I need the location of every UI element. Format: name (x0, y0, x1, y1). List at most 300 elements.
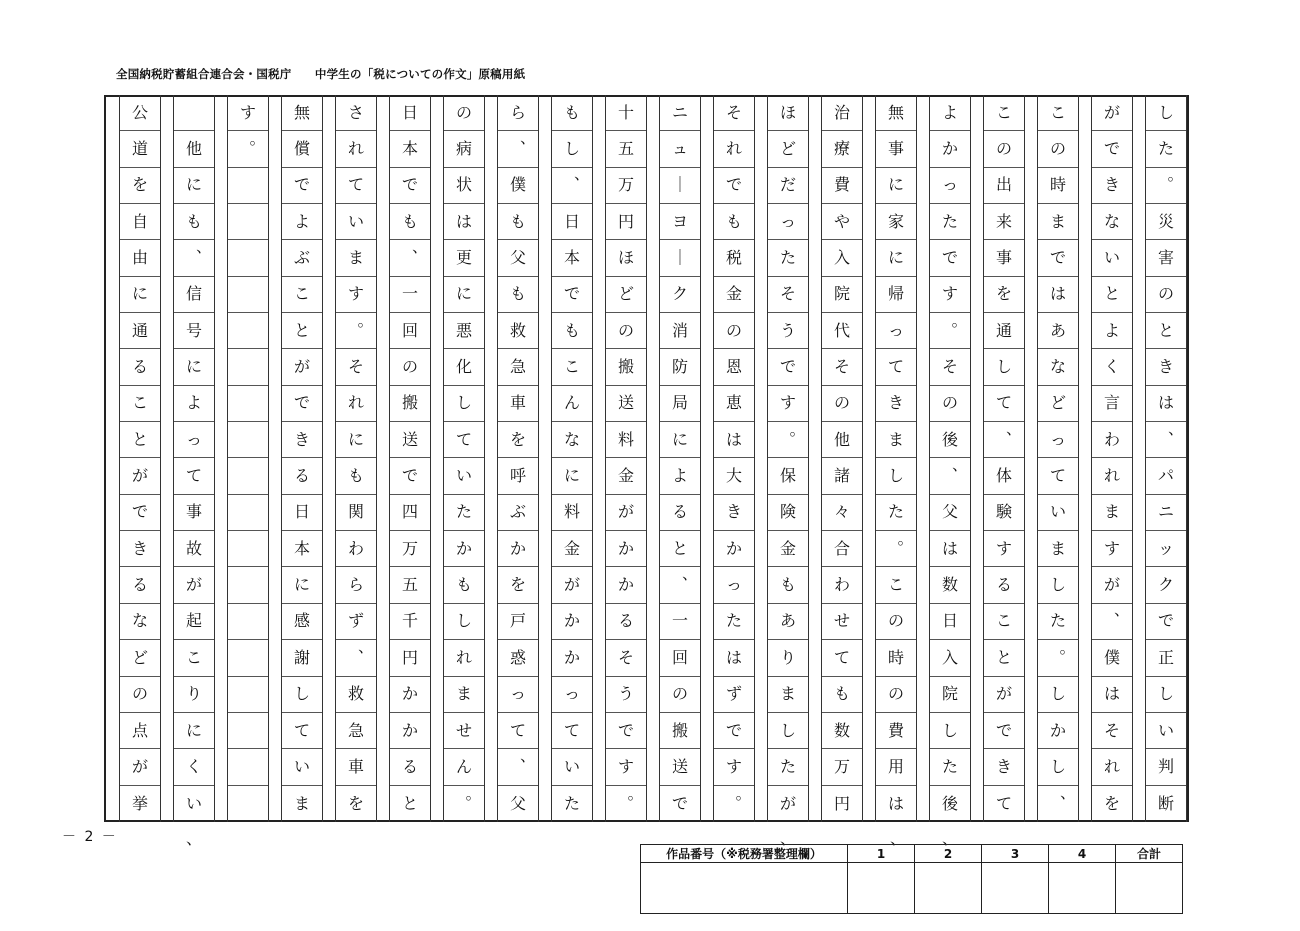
manuscript-cell: 来 (984, 204, 1024, 240)
manuscript-cell: が (282, 349, 322, 385)
manuscript-column (1037, 95, 1079, 822)
manuscript-cell: そ (336, 349, 376, 385)
score-cell-2[interactable] (915, 863, 982, 914)
manuscript-cell: が (984, 677, 1024, 713)
manuscript-cell: し (282, 677, 322, 713)
manuscript-cell: せ (444, 713, 484, 749)
manuscript-cell: し (552, 131, 592, 167)
manuscript-cell: 故 (174, 531, 214, 567)
manuscript-cell: の (1038, 131, 1078, 167)
manuscript-cell: れ (1092, 458, 1132, 494)
manuscript-cell: か (390, 713, 430, 749)
manuscript-cell: 後 (930, 422, 970, 458)
manuscript-cell: で (984, 713, 1024, 749)
manuscript-cell: に (660, 422, 700, 458)
manuscript-cell: ほ (606, 240, 646, 276)
manuscript-cell (228, 786, 268, 822)
manuscript-cell: 本 (282, 531, 322, 567)
manuscript-cell (228, 677, 268, 713)
manuscript-cell: ︑ (390, 240, 430, 276)
score-cell-4[interactable] (1049, 863, 1116, 914)
manuscript-cell: あ (1038, 313, 1078, 349)
manuscript-cell: 点 (120, 713, 160, 749)
manuscript-cell: ｜ (660, 240, 700, 276)
manuscript-cell: き (714, 495, 754, 531)
stray-comma: 、 (780, 829, 797, 848)
manuscript-cell: た (563, 793, 580, 813)
manuscript-cell: 体 (984, 458, 1024, 494)
manuscript-cell: 用 (876, 749, 916, 785)
manuscript-cell: た (714, 604, 754, 640)
manuscript-cell: 回 (390, 313, 430, 349)
manuscript-cell: が (1092, 567, 1132, 603)
manuscript-cell: で (120, 495, 160, 531)
manuscript-cell: こ (120, 386, 160, 422)
manuscript-cell: か (552, 640, 592, 676)
manuscript-cell (228, 749, 268, 785)
manuscript-cell: っ (930, 168, 970, 204)
manuscript-cell: で (390, 168, 430, 204)
score-header-4: 4 (1049, 845, 1116, 863)
manuscript-cell: に (174, 349, 214, 385)
manuscript-cell: か (1038, 713, 1078, 749)
manuscript-column (983, 95, 1025, 822)
manuscript-cell: ︒ (228, 131, 268, 167)
manuscript-cell: 々 (822, 495, 862, 531)
manuscript-cell: た (1146, 131, 1186, 167)
manuscript-cell: 家 (876, 204, 916, 240)
manuscript-cell: 事 (984, 240, 1024, 276)
manuscript-cell: き (1146, 349, 1186, 385)
manuscript-cell: ま (336, 240, 376, 276)
score-header-1: 1 (848, 845, 915, 863)
manuscript-cell: き (282, 422, 322, 458)
manuscript-cell: ま (1038, 204, 1078, 240)
manuscript-cell: 車 (336, 749, 376, 785)
manuscript-cell: す (1092, 531, 1132, 567)
manuscript-cell: の (1146, 277, 1186, 313)
manuscript-cell: 由 (120, 240, 160, 276)
manuscript-cell: 五 (390, 567, 430, 603)
manuscript-column (443, 95, 485, 822)
manuscript-cell: と (120, 422, 160, 458)
manuscript-cell: の (984, 131, 1024, 167)
manuscript-cell: 時 (1038, 168, 1078, 204)
manuscript-cell (228, 349, 268, 385)
manuscript-cell: ︒ (930, 313, 970, 349)
manuscript-cell: ど (768, 131, 808, 167)
manuscript-cell: 災 (1146, 204, 1186, 240)
stray-comma: 、 (186, 829, 203, 848)
manuscript-cell: 公 (120, 95, 160, 131)
manuscript-cell: く (174, 749, 214, 785)
manuscript-cell: ︑ (1049, 793, 1066, 813)
manuscript-cell: ど (606, 277, 646, 313)
manuscript-cell: る (660, 495, 700, 531)
manuscript-cell: を (347, 793, 364, 813)
manuscript-cell: て (282, 713, 322, 749)
manuscript-cell: ︒ (876, 531, 916, 567)
manuscript-cell: 千 (390, 604, 430, 640)
manuscript-cell: し (1038, 567, 1078, 603)
manuscript-cell: を (120, 168, 160, 204)
manuscript-cell: 局 (660, 386, 700, 422)
manuscript-cell: ま (293, 793, 310, 813)
manuscript-cell: 事 (174, 495, 214, 531)
manuscript-cell: 万 (390, 531, 430, 567)
manuscript-cell: た (768, 240, 808, 276)
manuscript-cell: な (552, 422, 592, 458)
manuscript-cell: 入 (822, 240, 862, 276)
manuscript-cell: て (822, 640, 862, 676)
manuscript-cell: が (552, 567, 592, 603)
manuscript-cell: と (401, 793, 418, 813)
manuscript-cell: は (714, 640, 754, 676)
manuscript-cell: 惑 (498, 640, 538, 676)
manuscript-cell: に (876, 240, 916, 276)
manuscript-cell: に (876, 168, 916, 204)
manuscript-cell: に (552, 458, 592, 494)
manuscript-cell: も (714, 204, 754, 240)
score-table (640, 844, 1183, 914)
manuscript-cell: る (120, 349, 160, 385)
manuscript-cell: か (390, 677, 430, 713)
manuscript-cell: 挙 (131, 793, 148, 813)
manuscript-cell: で (768, 349, 808, 385)
manuscript-cell: の (606, 313, 646, 349)
manuscript-cell: 断 (1157, 793, 1174, 813)
manuscript-cell: ︒ (1146, 168, 1186, 204)
manuscript-cell: い (336, 204, 376, 240)
manuscript-cell: ニ (660, 95, 700, 131)
manuscript-cell: ュ (660, 131, 700, 167)
manuscript-cell: も (390, 204, 430, 240)
manuscript-cell: し (1146, 95, 1186, 131)
manuscript-cell: り (174, 677, 214, 713)
manuscript-cell: と (984, 640, 1024, 676)
manuscript-cell: に (282, 567, 322, 603)
manuscript-cell: 大 (714, 458, 754, 494)
manuscript-cell: こ (282, 277, 322, 313)
manuscript-cell: っ (714, 567, 754, 603)
manuscript-column (551, 95, 593, 822)
manuscript-cell: パ (1146, 458, 1186, 494)
manuscript-cell: も (498, 277, 538, 313)
manuscript-cell: か (498, 531, 538, 567)
manuscript-cell: と (1146, 313, 1186, 349)
manuscript-cell: ク (1146, 567, 1186, 603)
manuscript-cell: か (552, 604, 592, 640)
manuscript-cell: っ (552, 677, 592, 713)
manuscript-cell: 救 (498, 313, 538, 349)
manuscript-cell: で (390, 458, 430, 494)
manuscript-cell: も (822, 677, 862, 713)
manuscript-cell: 更 (444, 240, 484, 276)
manuscript-cell: ︑ (336, 640, 376, 676)
manuscript-cell: か (930, 131, 970, 167)
manuscript-cell: ん (552, 386, 592, 422)
manuscript-column (119, 95, 161, 822)
manuscript-cell: だ (768, 168, 808, 204)
manuscript-cell: 回 (660, 640, 700, 676)
manuscript-cell: た (876, 495, 916, 531)
manuscript-cell (228, 277, 268, 313)
manuscript-cell: せ (822, 604, 862, 640)
manuscript-cell (228, 168, 268, 204)
manuscript-cell: よ (1092, 313, 1132, 349)
manuscript-cell: こ (552, 349, 592, 385)
manuscript-cell: 険 (768, 495, 808, 531)
manuscript-cell: で (606, 713, 646, 749)
manuscript-cell: 関 (336, 495, 376, 531)
manuscript-cell: 送 (606, 386, 646, 422)
manuscript-cell (174, 95, 214, 131)
manuscript-cell: そ (822, 349, 862, 385)
manuscript-cell: ま (876, 422, 916, 458)
manuscript-cell: ほ (768, 95, 808, 131)
manuscript-cell (228, 604, 268, 640)
manuscript-cell: し (1146, 677, 1186, 713)
manuscript-column (1091, 95, 1133, 822)
manuscript-cell: 言 (1092, 386, 1132, 422)
manuscript-cell: る (282, 458, 322, 494)
manuscript-cell: そ (1092, 713, 1132, 749)
manuscript-cell: っ (768, 204, 808, 240)
manuscript-cell: て (498, 713, 538, 749)
manuscript-cell: ︑ (984, 422, 1024, 458)
manuscript-cell: い (552, 749, 592, 785)
manuscript-cell: 験 (984, 495, 1024, 531)
manuscript-cell: 一 (390, 277, 430, 313)
manuscript-cell: て (552, 713, 592, 749)
score-header-id: 作品番号（※税務署整理欄） (641, 845, 848, 863)
manuscript-column (605, 95, 647, 822)
manuscript-cell: に (336, 422, 376, 458)
manuscript-cell: も (768, 567, 808, 603)
manuscript-cell: 料 (552, 495, 592, 531)
manuscript-cell: き (984, 749, 1024, 785)
manuscript-cell: す (768, 386, 808, 422)
manuscript-cell: 正 (1146, 640, 1186, 676)
manuscript-cell: ︑ (1146, 422, 1186, 458)
manuscript-cell: 救 (336, 677, 376, 713)
manuscript-cell: 父 (498, 240, 538, 276)
manuscript-cell: ま (1038, 531, 1078, 567)
manuscript-cell: に (444, 277, 484, 313)
manuscript-cell: て (174, 458, 214, 494)
score-cell-3[interactable] (982, 863, 1049, 914)
manuscript-cell: さ (336, 95, 376, 131)
manuscript-cell: わ (336, 531, 376, 567)
manuscript-cell: か (444, 531, 484, 567)
manuscript-cell: ら (336, 567, 376, 603)
manuscript-cell: が (120, 749, 160, 785)
manuscript-cell (228, 640, 268, 676)
manuscript-cell: れ (714, 131, 754, 167)
manuscript-cell: 急 (336, 713, 376, 749)
manuscript-cell: 円 (390, 640, 430, 676)
manuscript-cell: い (1092, 240, 1132, 276)
manuscript-cell: す (930, 277, 970, 313)
manuscript-column (227, 95, 269, 822)
manuscript-cell: 金 (606, 458, 646, 494)
manuscript-cell: 数 (930, 567, 970, 603)
manuscript-cell: で (714, 168, 754, 204)
score-cell-1[interactable] (848, 863, 915, 914)
manuscript-cell: の (876, 677, 916, 713)
manuscript-cell: 恵 (714, 386, 754, 422)
manuscript-cell: こ (984, 604, 1024, 640)
manuscript-cell: よ (174, 386, 214, 422)
manuscript-cell: ︒ (768, 422, 808, 458)
manuscript-cell: 税 (714, 240, 754, 276)
manuscript-cell: 日 (282, 495, 322, 531)
manuscript-cell: 事 (876, 131, 916, 167)
manuscript-cell: て (444, 422, 484, 458)
manuscript-cell: と (282, 313, 322, 349)
manuscript-cell: 数 (822, 713, 862, 749)
manuscript-cell: そ (714, 95, 754, 131)
manuscript-cell: ず (714, 677, 754, 713)
manuscript-cell: も (174, 204, 214, 240)
manuscript-cell: す (606, 749, 646, 785)
manuscript-column (767, 95, 809, 822)
manuscript-cell: ま (768, 677, 808, 713)
manuscript-cell: ん (444, 749, 484, 785)
manuscript-cell: 日 (552, 204, 592, 240)
manuscript-cell: ニ (1146, 495, 1186, 531)
manuscript-cell: し (444, 604, 484, 640)
sheet-header: 全国納税貯蓄組合連合会・国税庁 中学生の「税についての作文」原稿用紙 (116, 67, 526, 81)
manuscript-cell: 費 (822, 168, 862, 204)
manuscript-cell: 院 (930, 677, 970, 713)
manuscript-cell: が (1092, 95, 1132, 131)
manuscript-cell: で (1146, 604, 1186, 640)
manuscript-cell: て (876, 349, 916, 385)
manuscript-cell: ま (1092, 495, 1132, 531)
manuscript-cell: た (444, 495, 484, 531)
manuscript-cell: に (120, 277, 160, 313)
manuscript-cell: ︑ (1092, 604, 1132, 640)
stray-comma: 、 (942, 829, 959, 848)
manuscript-cell: ヨ (660, 204, 700, 240)
manuscript-cell: も (498, 204, 538, 240)
score-cell-id[interactable] (641, 863, 848, 914)
manuscript-cell: も (552, 95, 592, 131)
manuscript-cell: あ (768, 604, 808, 640)
manuscript-cell: に (174, 168, 214, 204)
score-header-total: 合計 (1116, 845, 1183, 863)
manuscript-cell: 害 (1146, 240, 1186, 276)
manuscript-cell: 費 (876, 713, 916, 749)
manuscript-cell: 号 (174, 313, 214, 349)
page-number: － 2 － (62, 829, 118, 845)
manuscript-cell: で (282, 168, 322, 204)
manuscript-cell: し (984, 349, 1024, 385)
manuscript-column (659, 95, 701, 822)
manuscript-cell: が (120, 458, 160, 494)
manuscript-cell: っ (498, 677, 538, 713)
manuscript-cell: し (876, 458, 916, 494)
manuscript-cell: ど (1038, 386, 1078, 422)
manuscript-cell: 出 (984, 168, 1024, 204)
manuscript-cell: 搬 (660, 713, 700, 749)
manuscript-cell: 無 (876, 95, 916, 131)
manuscript-column (389, 95, 431, 822)
manuscript-cell: 判 (1146, 749, 1186, 785)
manuscript-cell: 四 (390, 495, 430, 531)
manuscript-cell: が (779, 793, 796, 813)
manuscript-cell: ぶ (282, 240, 322, 276)
manuscript-cell: 日 (390, 95, 430, 131)
manuscript-cell: ッ (1146, 531, 1186, 567)
manuscript-cell: 治 (822, 95, 862, 131)
score-header-3: 3 (982, 845, 1049, 863)
score-cell-total[interactable] (1116, 863, 1183, 914)
manuscript-column (821, 95, 863, 822)
manuscript-cell: 通 (984, 313, 1024, 349)
manuscript-cell: し (768, 713, 808, 749)
manuscript-cell (228, 240, 268, 276)
manuscript-cell: は (930, 531, 970, 567)
manuscript-cell: よ (930, 95, 970, 131)
manuscript-cell: こ (1038, 95, 1078, 131)
manuscript-cell: れ (336, 131, 376, 167)
manuscript-column (929, 95, 971, 822)
manuscript-cell: は (887, 793, 904, 813)
manuscript-cell: く (1092, 349, 1132, 385)
manuscript-cell: っ (876, 313, 916, 349)
manuscript-cell: 防 (660, 349, 700, 385)
manuscript-cell: 償 (282, 131, 322, 167)
manuscript-cell: ず (336, 604, 376, 640)
manuscript-cell: 金 (552, 531, 592, 567)
manuscript-cell: で (930, 240, 970, 276)
stray-comma: 、 (890, 829, 907, 848)
manuscript-cell: も (444, 567, 484, 603)
manuscript-cell: い (444, 458, 484, 494)
manuscript-cell: か (606, 567, 646, 603)
manuscript-cell: よ (282, 204, 322, 240)
manuscript-cell: っ (1038, 422, 1078, 458)
manuscript-cell: で (1092, 131, 1132, 167)
manuscript-grid (107, 95, 1187, 822)
manuscript-cell: 僕 (498, 168, 538, 204)
manuscript-cell: る (390, 749, 430, 785)
manuscript-cell: は (1146, 386, 1186, 422)
manuscript-cell: で (1038, 240, 1078, 276)
manuscript-cell: 無 (282, 95, 322, 131)
manuscript-cell: を (1103, 793, 1120, 813)
manuscript-cell: ︑ (498, 749, 538, 785)
manuscript-cell: き (1092, 168, 1132, 204)
manuscript-cell: で (282, 386, 322, 422)
manuscript-cell: す (336, 277, 376, 313)
manuscript-cell: よ (660, 458, 700, 494)
manuscript-cell: て (995, 793, 1012, 813)
manuscript-column (335, 95, 377, 822)
manuscript-cell: 僕 (1092, 640, 1132, 676)
manuscript-cell: 入 (930, 640, 970, 676)
manuscript-cell: ︒ (1038, 640, 1078, 676)
manuscript-cell: で (671, 793, 688, 813)
manuscript-cell: 車 (498, 386, 538, 422)
manuscript-cell: 後 (941, 793, 958, 813)
manuscript-cell: 戸 (498, 604, 538, 640)
manuscript-cell: 日 (930, 604, 970, 640)
manuscript-cell: い (1038, 495, 1078, 531)
manuscript-cell: を (498, 567, 538, 603)
